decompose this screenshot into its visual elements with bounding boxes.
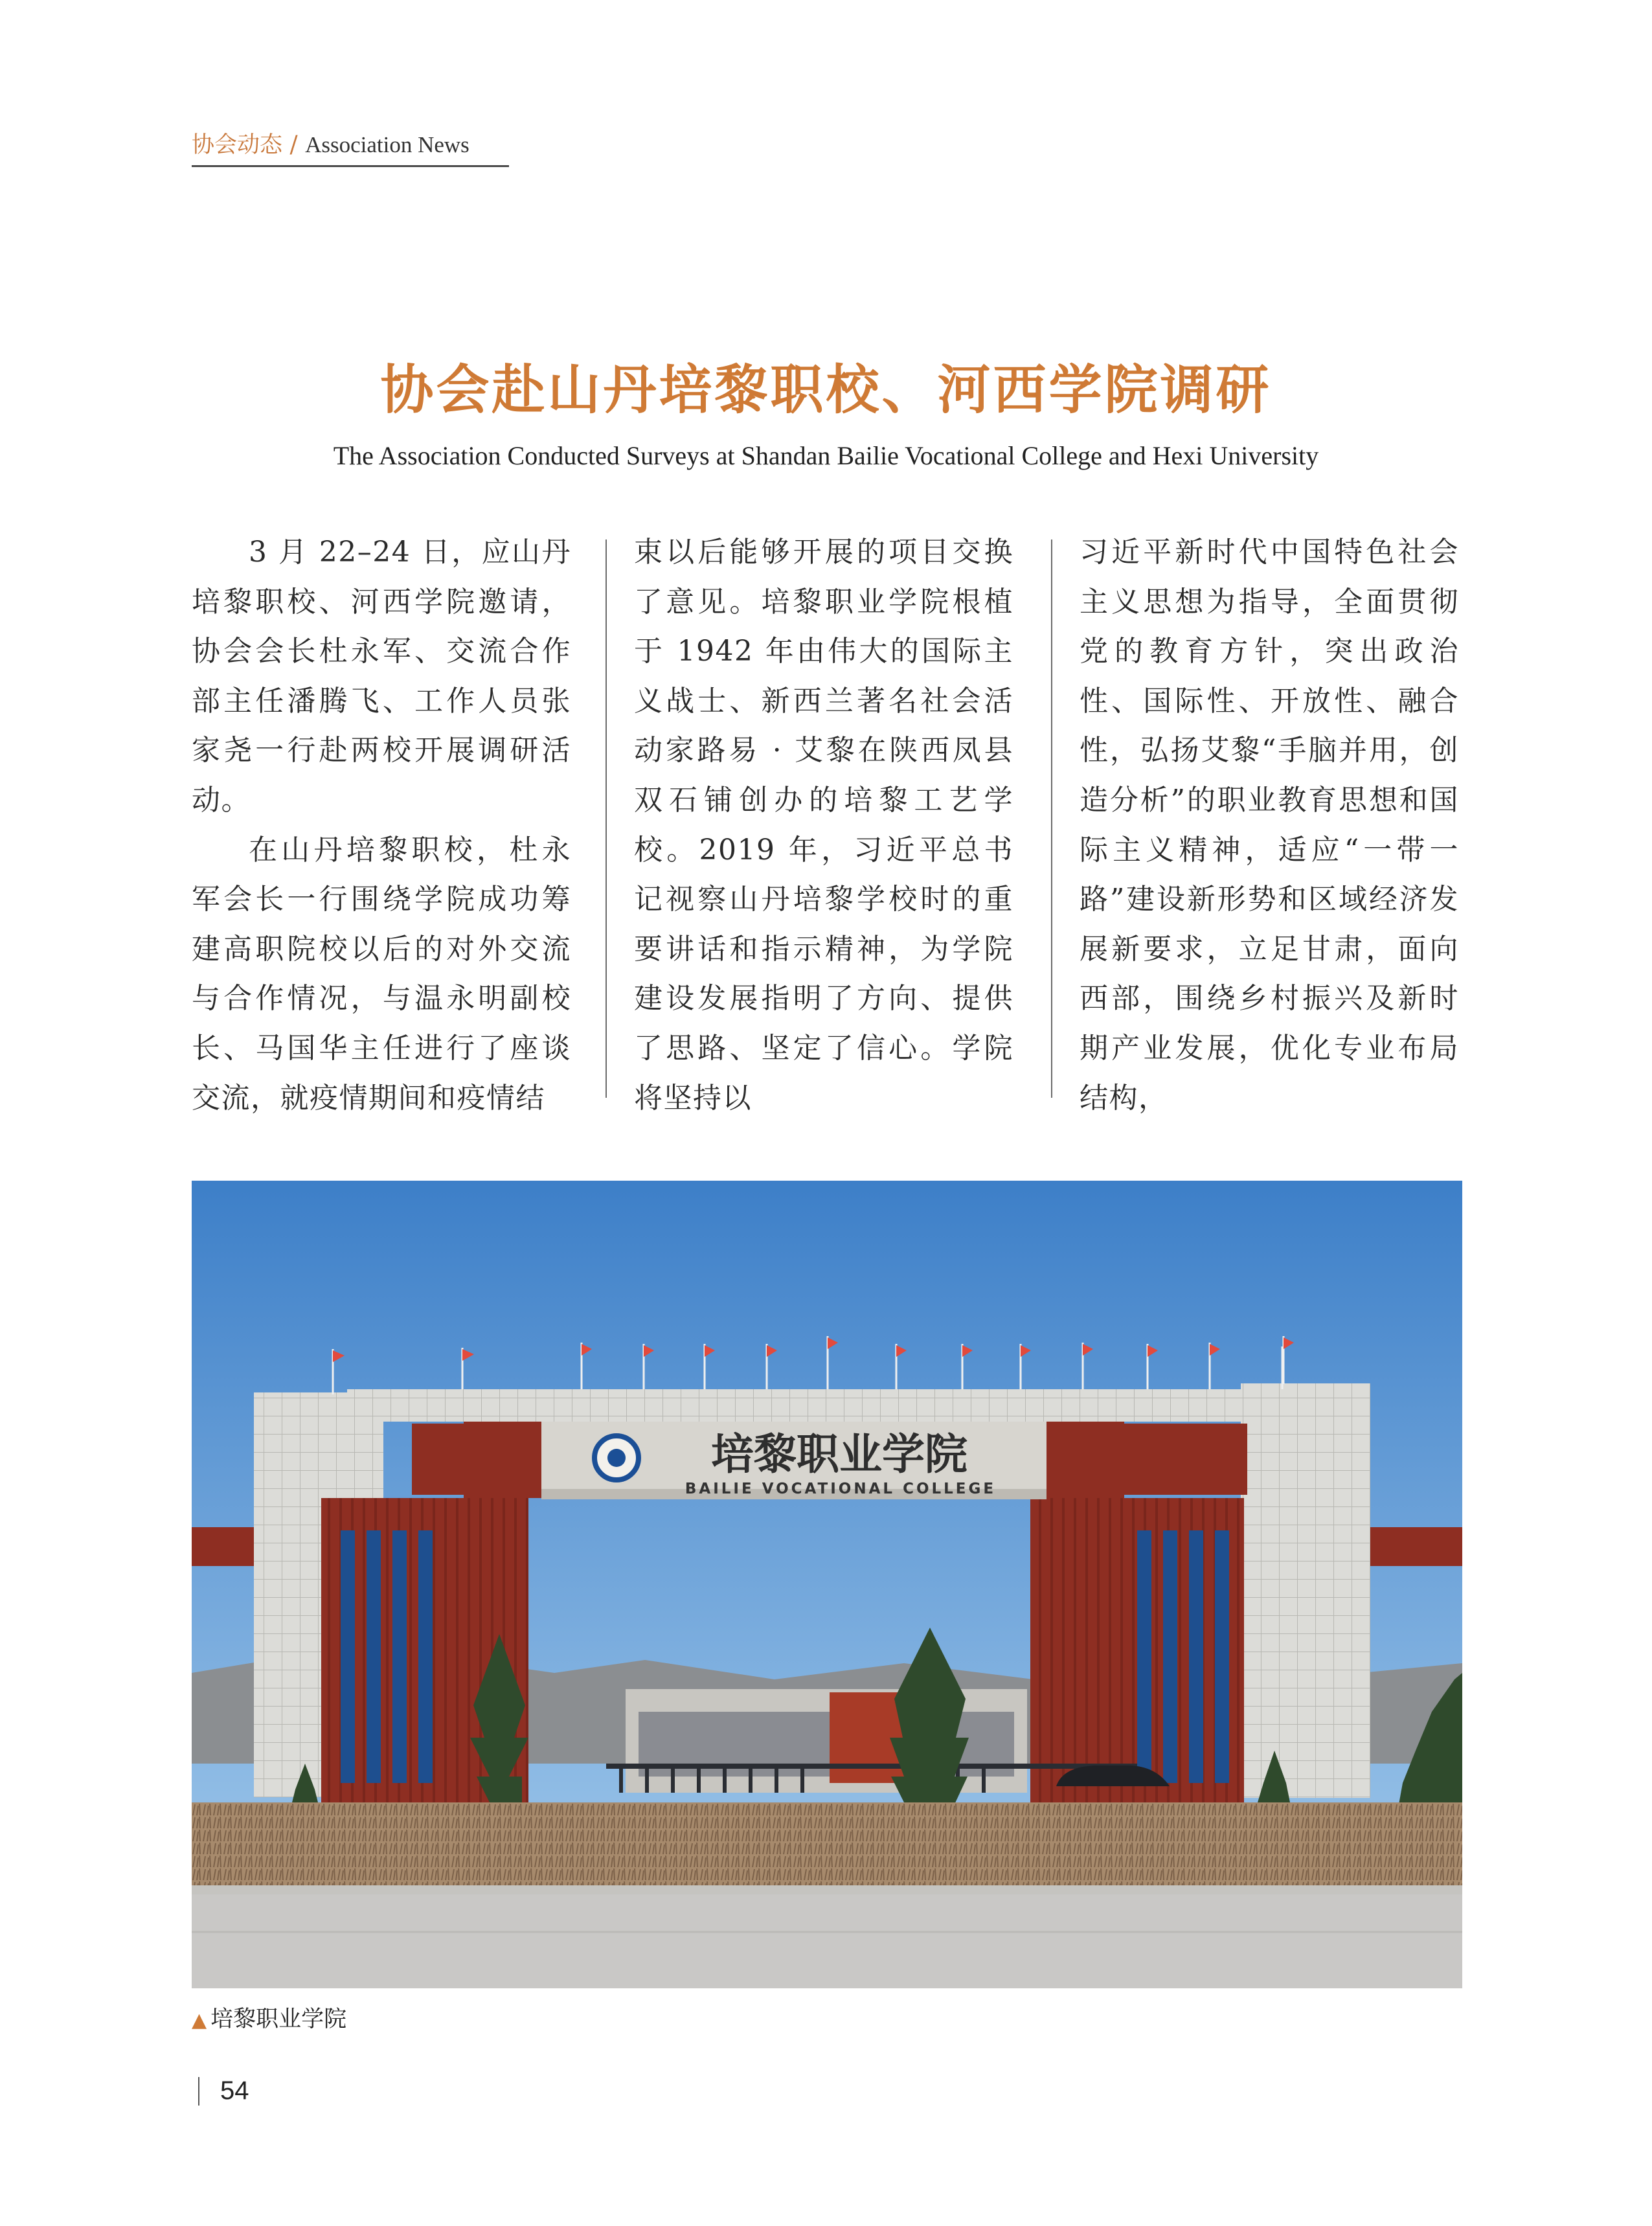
text-column-3 xyxy=(1080,528,1459,1123)
article-title-cn: 协会赴山丹培黎职校、河西学院调研 xyxy=(380,359,1272,421)
text-column-1 xyxy=(192,528,571,1123)
gate-sign-cn: 培黎职业学院 xyxy=(711,1429,967,1479)
paragraph: 习近平新时代中国特色社会主义思想为指导，全面贯彻党的教育方针，突出政治性、国际性、开放性、融合性，弘扬艾黎“手脑并用，创造分析”的职业教育思想和国际主义精神，适应“一带一路”建设新形势和区域经济发展新要求，立足甘肃，面向西部，围绕乡村振兴及新时期产业发展，优化专业布局结构， xyxy=(1080,536,1459,1115)
text-column-2 xyxy=(634,528,1013,1123)
paragraph: 3 月 22–24 日，应山丹培黎职校、河西学院邀请，协会会长杜永军、交流合作部主任潘腾飞、工作人员张家尧一行赴两校开展调研活动。 xyxy=(192,536,571,817)
column-divider xyxy=(1051,539,1052,1098)
section-header xyxy=(192,127,509,167)
page-number-divider xyxy=(198,2077,199,2106)
triangle-up-icon: ▲ xyxy=(192,2009,207,2032)
section-name-en: Association News xyxy=(305,132,470,157)
campus-gate-photo xyxy=(192,1181,1462,1988)
photo-caption xyxy=(192,2001,346,2038)
photo-caption-text: 培黎职业学院 xyxy=(210,2006,347,2032)
paragraph: 束以后能够开展的项目交换了意见。培黎职业学院根植于 1942 年由伟大的国际主义战士、新西兰著名社会活动家路易 · 艾黎在陕西凤县双石铺创办的培黎工艺学校。2019 年，习近平总书记视察山丹培黎学校时的重要讲话和指示精神，为学院建设发展指明了方向、提供了思路、坚定了信心。学院将坚持以 xyxy=(634,536,1013,1115)
page-number: 54 xyxy=(220,2076,249,2105)
column-divider xyxy=(605,539,607,1098)
article-title-en: The Association Conducted Surveys at Shandan Bailie Vocational College and Hexi University xyxy=(333,441,1319,470)
paragraph: 在山丹培黎职校，杜永军会长一行围绕学院成功筹建高职院校以后的对外交流与合作情况，与温永明副校长、马国华主任进行了座谈交流，就疫情期间和疫情结 xyxy=(192,833,571,1115)
gate-sign-en: BAILIE VOCATIONAL COLLEGE xyxy=(685,1481,997,1497)
section-separator: / xyxy=(289,131,298,158)
section-name-cn: 协会动态 xyxy=(192,132,283,158)
